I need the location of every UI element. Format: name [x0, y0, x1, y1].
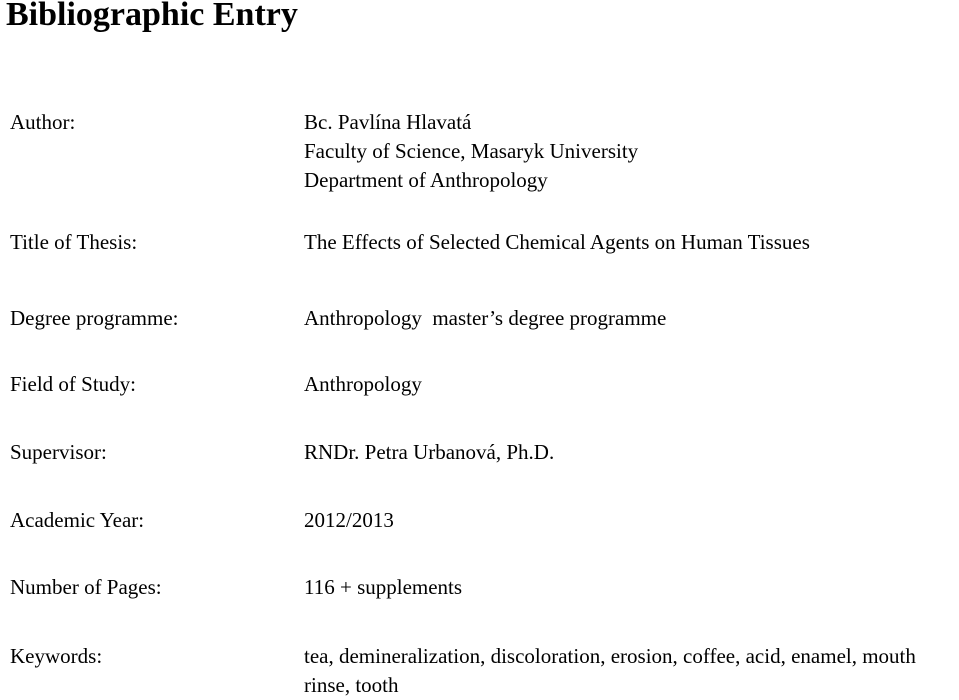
supervisor-value: RNDr. Petra Urbanová, Ph.D.: [304, 440, 555, 464]
field-of-study-value: Anthropology: [304, 372, 422, 396]
thesis-title-value: The Effects of Selected Chemical Agents on Human Tissues: [304, 230, 810, 254]
author-details: [304, 108, 638, 195]
academic-year-label: Academic Year:: [10, 508, 145, 532]
thesis-title-label: Title of Thesis:: [10, 230, 138, 254]
keywords-value: tea, demineralization, discoloration, erosion, coffee, acid, enamel, mouth rinse, tooth: [304, 644, 916, 697]
pages-value: 116 + supplements: [304, 575, 463, 599]
author-name: Bc. Pavlína Hlavatá: [304, 110, 472, 134]
academic-year-value: 2012/2013: [304, 508, 394, 532]
pages-label: Number of Pages:: [10, 575, 162, 599]
page-title: Bibliographic Entry: [6, 0, 298, 33]
supervisor-label: Supervisor:: [10, 440, 107, 464]
author-faculty: Faculty of Science, Masaryk University: [304, 139, 639, 163]
field-of-study-label: Field of Study:: [10, 372, 137, 396]
degree-programme-value: Anthropology master’s degree programme: [304, 306, 667, 330]
degree-programme-label: Degree programme:: [10, 306, 179, 330]
keywords-label: Keywords:: [10, 644, 103, 668]
author-department: Department of Anthropology: [304, 168, 548, 192]
author-label: Author:: [10, 110, 76, 134]
